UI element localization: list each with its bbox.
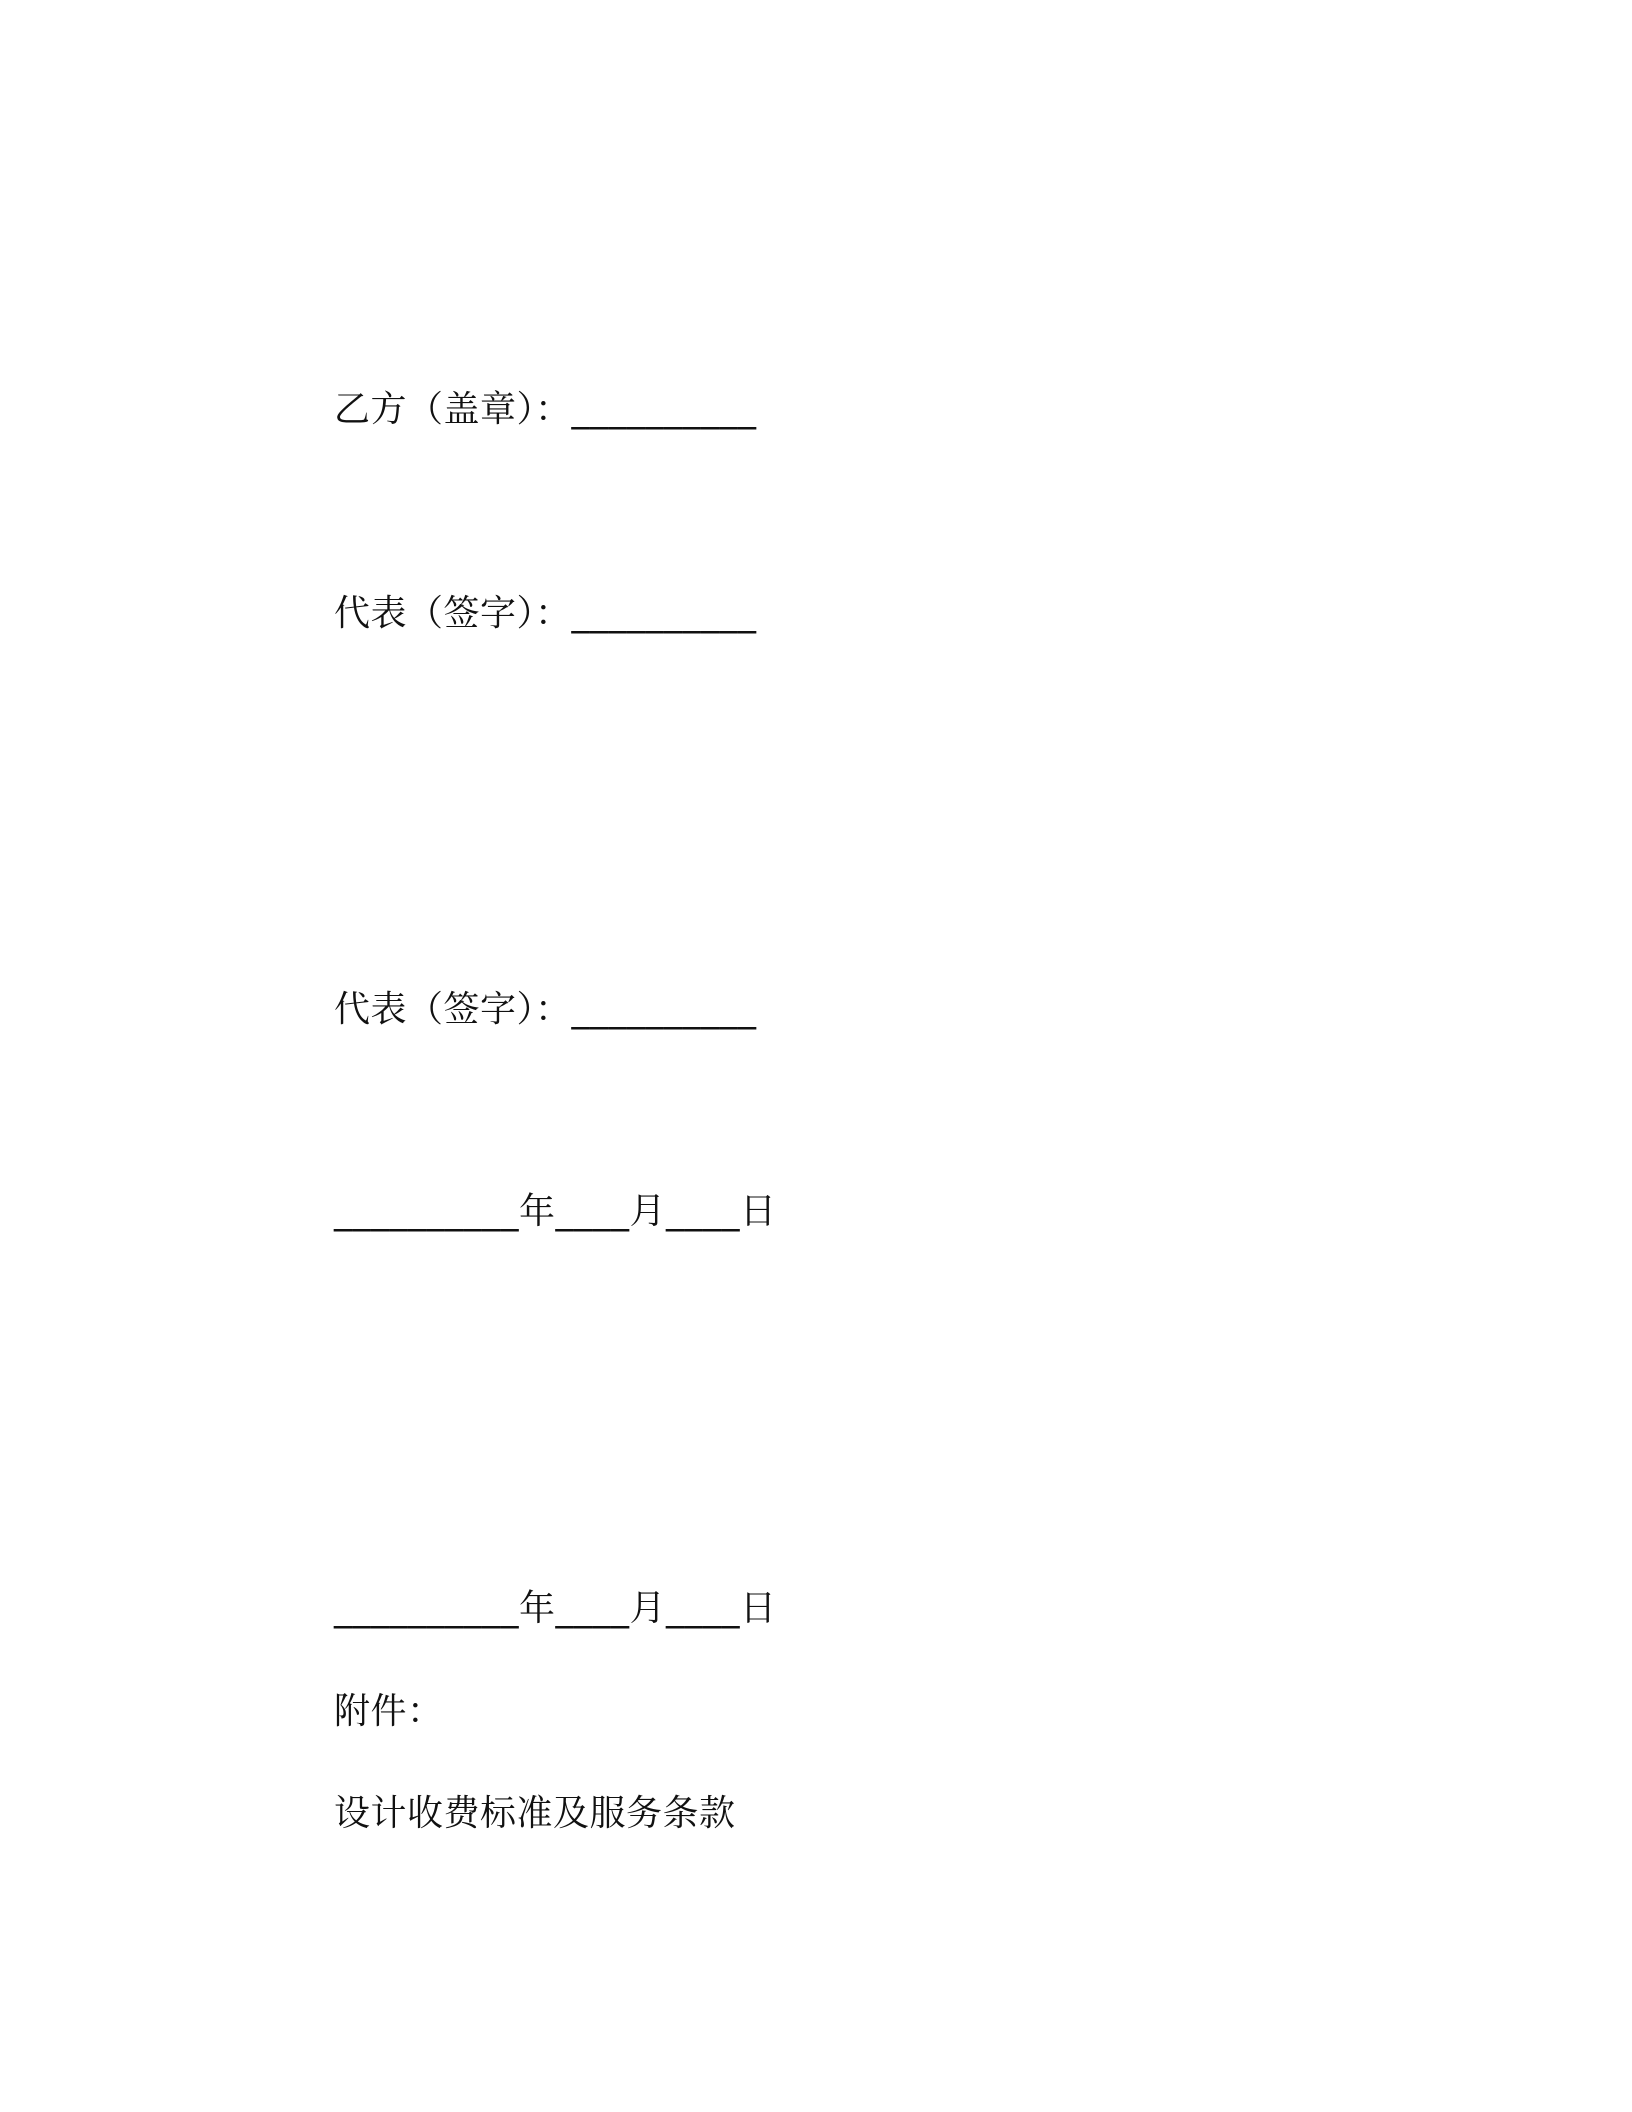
representative-signature-line-2: 代表（签字）：__________	[334, 989, 757, 1030]
representative-signature-line: 代表（签字）：__________	[334, 593, 757, 634]
attachment-label: 附件：	[334, 1691, 444, 1732]
date-line: __________年____月____日	[334, 1191, 777, 1232]
attachment-title: 设计收费标准及服务条款	[334, 1793, 736, 1834]
date-line-2: __________年____月____日	[334, 1588, 777, 1629]
party-b-seal-line: 乙方（盖章）：__________	[334, 389, 757, 430]
